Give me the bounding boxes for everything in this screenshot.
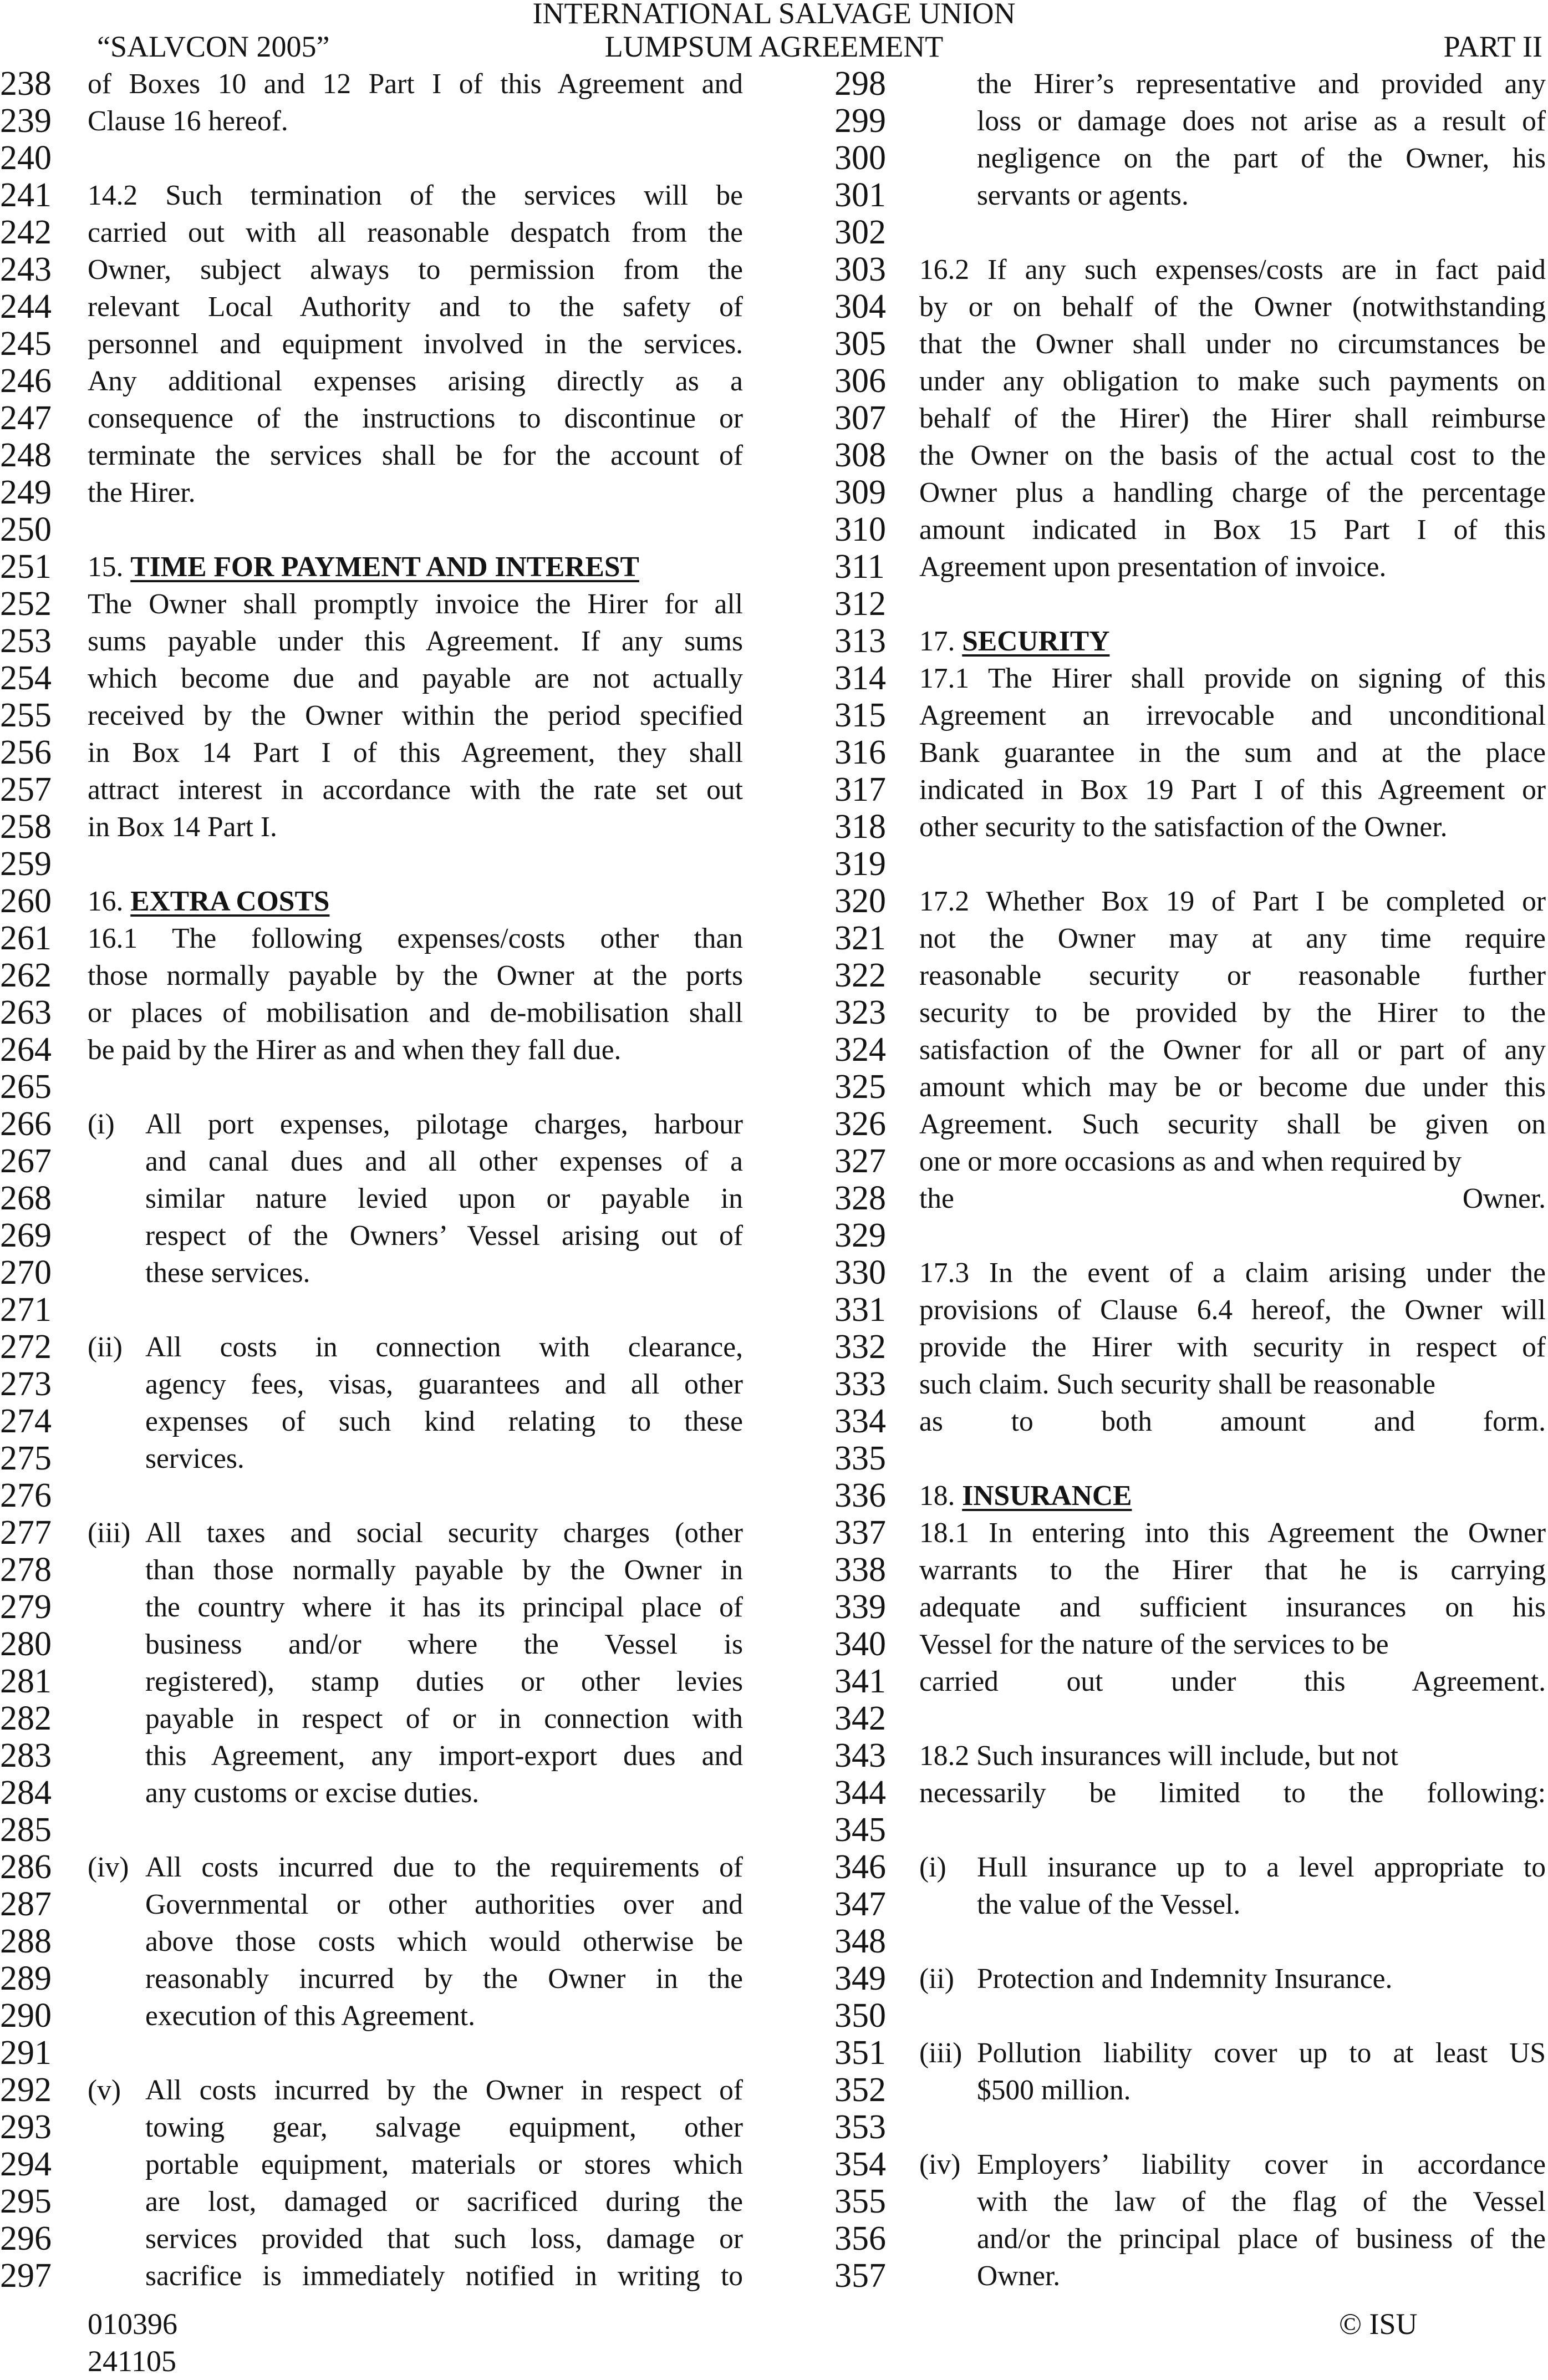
line-number: 349 bbox=[834, 1960, 886, 1997]
line-number: 353 bbox=[834, 2108, 886, 2146]
item-line: All port expenses, pilotage charges, harbour bbox=[145, 1108, 743, 1140]
line-number: 287 bbox=[0, 1885, 52, 1923]
line-number: 255 bbox=[0, 696, 52, 734]
text-line: in Box 14 Part I of this Agreement, they shall bbox=[88, 737, 743, 769]
item-line: All costs incurred by the Owner in respect of bbox=[145, 2074, 743, 2106]
line-number: 308 bbox=[834, 436, 886, 474]
line-number: 280 bbox=[0, 1625, 52, 1663]
line-number: 270 bbox=[0, 1254, 52, 1291]
text-line: Owner, subject always to permission from the bbox=[88, 254, 743, 286]
line-number: 238 bbox=[0, 65, 52, 103]
item-line: than those normally payable by the Owner in bbox=[145, 1554, 743, 1586]
line-number: 335 bbox=[834, 1440, 886, 1477]
item-marker: (iii) bbox=[88, 1517, 131, 1549]
line-number: 329 bbox=[834, 1217, 886, 1254]
line-number: 289 bbox=[0, 1960, 52, 1997]
line-number: 266 bbox=[0, 1105, 52, 1143]
text-line: carried out under this Agreement. bbox=[919, 1666, 1546, 1697]
line-number: 241 bbox=[0, 176, 52, 214]
line-number: 285 bbox=[0, 1811, 52, 1849]
line-number: 298 bbox=[834, 65, 886, 103]
line-number: 272 bbox=[0, 1328, 52, 1366]
text-line: Agreement. Such security shall be given on bbox=[919, 1108, 1546, 1140]
text-line: 14.2 Such termination of the services will be bbox=[88, 180, 743, 211]
line-number: 268 bbox=[0, 1179, 52, 1217]
text-line: in Box 14 Part I. bbox=[88, 811, 277, 843]
text-line: Clause 16 hereof. bbox=[88, 105, 288, 137]
clause-18-heading bbox=[919, 1477, 1132, 1514]
line-number: 278 bbox=[0, 1551, 52, 1589]
item-line: Pollution liability cover up to at least US bbox=[977, 2037, 1546, 2069]
line-number: 319 bbox=[834, 845, 886, 883]
line-number: 352 bbox=[834, 2071, 886, 2109]
line-number: 300 bbox=[834, 139, 886, 177]
line-number: 356 bbox=[834, 2220, 886, 2257]
text-line: such claim. Such security shall be reasonable bbox=[919, 1369, 1435, 1400]
text-line: one or more occasions as and when required by bbox=[919, 1146, 1462, 1177]
item-line: above those costs which would otherwise be bbox=[145, 1926, 743, 1957]
text-line: reasonable security or reasonable further bbox=[919, 960, 1546, 991]
line-number: 327 bbox=[834, 1142, 886, 1180]
clause-number: 18. bbox=[919, 1480, 955, 1512]
text-line: or places of mobilisation and de-mobilisation shall bbox=[88, 997, 743, 1029]
item-marker: (ii) bbox=[919, 1963, 954, 1995]
text-line: carried out with all reasonable despatch from the bbox=[88, 217, 743, 248]
text-line: other security to the satisfaction of the Owner. bbox=[919, 811, 1448, 843]
text-line: those normally payable by the Owner at the ports bbox=[88, 960, 743, 991]
line-number: 256 bbox=[0, 734, 52, 771]
line-number: 279 bbox=[0, 1588, 52, 1626]
line-number: 271 bbox=[0, 1291, 52, 1329]
text-line: 16.2 If any such expenses/costs are in fact paid bbox=[919, 254, 1546, 286]
item-line: and canal dues and all other expenses of a bbox=[145, 1146, 743, 1177]
line-number: 257 bbox=[0, 771, 52, 808]
text-line: attract interest in accordance with the rate set out bbox=[88, 774, 743, 806]
line-number: 254 bbox=[0, 659, 52, 697]
doc-number: 010396 bbox=[88, 2307, 177, 2341]
line-number: 343 bbox=[834, 1737, 886, 1774]
line-number: 302 bbox=[834, 213, 886, 251]
line-number: 243 bbox=[0, 251, 52, 288]
clause-17-heading bbox=[919, 623, 1109, 660]
line-number: 260 bbox=[0, 882, 52, 920]
text-line: of Boxes 10 and 12 Part I of this Agreement and bbox=[88, 68, 743, 100]
line-number: 299 bbox=[834, 102, 886, 140]
item-line: All costs in connection with clearance, bbox=[145, 1331, 743, 1363]
line-number: 348 bbox=[834, 1923, 886, 1960]
line-number: 264 bbox=[0, 1031, 52, 1069]
text-line: the Owner. bbox=[919, 1183, 1546, 1214]
item-line: negligence on the part of the Owner, his bbox=[977, 143, 1546, 174]
line-number: 326 bbox=[834, 1105, 886, 1143]
line-number: 354 bbox=[834, 2145, 886, 2183]
line-number: 312 bbox=[834, 585, 886, 623]
line-number: 283 bbox=[0, 1737, 52, 1774]
text-line: warrants to the Hirer that he is carrying bbox=[919, 1554, 1546, 1586]
line-number: 307 bbox=[834, 399, 886, 437]
line-number: 332 bbox=[834, 1328, 886, 1366]
text-line: Any additional expenses arising directly as a bbox=[88, 365, 743, 397]
text-line: behalf of the Hirer) the Hirer shall reimburse bbox=[919, 403, 1546, 434]
item-line: agency fees, visas, guarantees and all other bbox=[145, 1369, 743, 1400]
copyright: © ISU bbox=[1339, 2307, 1418, 2341]
item-marker: (ii) bbox=[88, 1331, 123, 1363]
text-line: 18.2 Such insurances will include, but not bbox=[919, 1740, 1398, 1772]
line-number: 309 bbox=[834, 474, 886, 511]
line-number: 357 bbox=[834, 2257, 886, 2295]
line-number: 324 bbox=[834, 1031, 886, 1069]
text-line: 17.1 The Hirer shall provide on signing of this bbox=[919, 663, 1546, 694]
text-line: adequate and sufficient insurances on his bbox=[919, 1591, 1546, 1623]
item-line: All taxes and social security charges (other bbox=[145, 1517, 743, 1549]
line-number: 273 bbox=[0, 1365, 52, 1403]
line-number: 261 bbox=[0, 919, 52, 957]
item-line: these services. bbox=[145, 1257, 310, 1289]
line-number: 294 bbox=[0, 2145, 52, 2183]
line-number: 303 bbox=[834, 251, 886, 288]
clause-15-heading bbox=[88, 548, 639, 586]
line-number: 258 bbox=[0, 808, 52, 846]
text-line: relevant Local Authority and to the safety of bbox=[88, 291, 743, 323]
line-number: 315 bbox=[834, 696, 886, 734]
text-line: Owner plus a handling charge of the percentage bbox=[919, 477, 1546, 508]
line-number: 345 bbox=[834, 1811, 886, 1849]
line-number: 304 bbox=[834, 288, 886, 326]
line-number: 355 bbox=[834, 2183, 886, 2220]
item-line: with the law of the flag of the Vessel bbox=[977, 2186, 1546, 2218]
line-number: 333 bbox=[834, 1365, 886, 1403]
line-number: 310 bbox=[834, 511, 886, 548]
item-line: business and/or where the Vessel is bbox=[145, 1629, 743, 1660]
clause-title: EXTRA COSTS bbox=[130, 886, 330, 917]
line-number: 244 bbox=[0, 288, 52, 326]
text-line: indicated in Box 19 Part I of this Agreement or bbox=[919, 774, 1546, 806]
line-number: 253 bbox=[0, 622, 52, 660]
item-line: the value of the Vessel. bbox=[977, 1889, 1241, 1920]
line-number: 250 bbox=[0, 511, 52, 548]
item-line: reasonably incurred by the Owner in the bbox=[145, 1963, 743, 1995]
line-number: 274 bbox=[0, 1402, 52, 1440]
line-number: 337 bbox=[834, 1514, 886, 1552]
line-number: 288 bbox=[0, 1923, 52, 1960]
item-line: execution of this Agreement. bbox=[145, 2000, 475, 2032]
item-line: are lost, damaged or sacrificed during the bbox=[145, 2186, 743, 2218]
text-line: amount which may be or become due under this bbox=[919, 1071, 1546, 1103]
line-number: 344 bbox=[834, 1774, 886, 1812]
line-number: 263 bbox=[0, 994, 52, 1031]
item-line: any customs or excise duties. bbox=[145, 1777, 480, 1809]
line-number: 240 bbox=[0, 139, 52, 177]
text-line: by or on behalf of the Owner (notwithstanding bbox=[919, 291, 1546, 323]
organization-title: INTERNATIONAL SALVAGE UNION bbox=[532, 0, 1016, 30]
line-number: 275 bbox=[0, 1440, 52, 1477]
text-line: 17.3 In the event of a claim arising under the bbox=[919, 1257, 1546, 1289]
line-number: 259 bbox=[0, 845, 52, 883]
item-marker: (iv) bbox=[88, 1852, 129, 1883]
line-number: 262 bbox=[0, 957, 52, 994]
line-number: 316 bbox=[834, 734, 886, 771]
text-line: Bank guarantee in the sum and at the place bbox=[919, 737, 1546, 769]
item-line: Governmental or other authorities over and bbox=[145, 1889, 743, 1920]
item-line: loss or damage does not arise as a result of bbox=[977, 105, 1546, 137]
line-number: 305 bbox=[834, 325, 886, 363]
line-number: 269 bbox=[0, 1217, 52, 1254]
line-number: 317 bbox=[834, 771, 886, 808]
clause-number: 15. bbox=[88, 551, 124, 583]
line-number: 267 bbox=[0, 1142, 52, 1180]
line-number: 297 bbox=[0, 2257, 52, 2295]
line-number: 320 bbox=[834, 882, 886, 920]
item-line: towing gear, salvage equipment, other bbox=[145, 2112, 743, 2143]
text-line: amount indicated in Box 15 Part I of this bbox=[919, 514, 1546, 546]
item-line: the Hirer’s representative and provided any bbox=[977, 68, 1546, 100]
item-marker: (iv) bbox=[919, 2149, 961, 2180]
text-line: provide the Hirer with security in respect of bbox=[919, 1331, 1546, 1363]
line-number: 290 bbox=[0, 1997, 52, 2035]
line-number: 245 bbox=[0, 325, 52, 363]
line-number: 248 bbox=[0, 436, 52, 474]
text-line: satisfaction of the Owner for all or part of any bbox=[919, 1034, 1546, 1066]
line-number: 246 bbox=[0, 362, 52, 400]
text-line: be paid by the Hirer as and when they fall due. bbox=[88, 1034, 622, 1066]
line-number: 325 bbox=[834, 1068, 886, 1106]
line-number: 252 bbox=[0, 585, 52, 623]
line-number: 323 bbox=[834, 994, 886, 1031]
text-line: not the Owner may at any time require bbox=[919, 923, 1546, 954]
text-line: the Hirer. bbox=[88, 477, 196, 508]
item-line: All costs incurred due to the requirements of bbox=[145, 1852, 743, 1883]
text-line: 17.2 Whether Box 19 of Part I be completed or bbox=[919, 886, 1546, 917]
text-line: provisions of Clause 6.4 hereof, the Owner will bbox=[919, 1294, 1546, 1326]
item-line: registered), stamp duties or other levies bbox=[145, 1666, 743, 1697]
item-marker: (i) bbox=[88, 1108, 115, 1140]
line-number: 350 bbox=[834, 1997, 886, 2035]
item-marker: (v) bbox=[88, 2074, 121, 2106]
text-line: as to both amount and form. bbox=[919, 1406, 1546, 1437]
line-number: 331 bbox=[834, 1291, 886, 1329]
line-number: 340 bbox=[834, 1625, 886, 1663]
item-line: services. bbox=[145, 1443, 245, 1474]
line-number: 292 bbox=[0, 2071, 52, 2109]
line-number: 281 bbox=[0, 1662, 52, 1700]
item-line: Owner. bbox=[977, 2260, 1061, 2292]
item-line: similar nature levied upon or payable in bbox=[145, 1183, 743, 1214]
line-number: 306 bbox=[834, 362, 886, 400]
line-number: 265 bbox=[0, 1068, 52, 1106]
item-marker: (iii) bbox=[919, 2037, 963, 2069]
agreement-title: LUMPSUM AGREEMENT bbox=[604, 30, 944, 63]
line-number: 284 bbox=[0, 1774, 52, 1812]
line-number: 239 bbox=[0, 102, 52, 140]
line-number: 328 bbox=[834, 1179, 886, 1217]
line-number: 321 bbox=[834, 919, 886, 957]
text-line: that the Owner shall under no circumstances be bbox=[919, 328, 1546, 360]
clause-title: SECURITY bbox=[962, 625, 1110, 657]
line-number: 247 bbox=[0, 399, 52, 437]
item-line: Protection and Indemnity Insurance. bbox=[977, 1963, 1393, 1995]
line-number: 242 bbox=[0, 213, 52, 251]
item-marker: (i) bbox=[919, 1852, 946, 1883]
line-number: 286 bbox=[0, 1848, 52, 1886]
item-line: Hull insurance up to a level appropriate to bbox=[977, 1852, 1546, 1883]
line-number: 295 bbox=[0, 2183, 52, 2220]
line-number: 351 bbox=[834, 2034, 886, 2072]
clause-title: INSURANCE bbox=[962, 1480, 1132, 1512]
line-number: 313 bbox=[834, 622, 886, 660]
text-line: Vessel for the nature of the services to be bbox=[919, 1629, 1389, 1660]
line-number: 347 bbox=[834, 1885, 886, 1923]
text-line: which become due and payable are not actually bbox=[88, 663, 743, 694]
item-line: services provided that such loss, damage or bbox=[145, 2223, 743, 2255]
item-line: this Agreement, any import-export dues and bbox=[145, 1740, 743, 1772]
line-number: 293 bbox=[0, 2108, 52, 2146]
text-line: 16.1 The following expenses/costs other than bbox=[88, 923, 743, 954]
line-number: 318 bbox=[834, 808, 886, 846]
line-number: 282 bbox=[0, 1700, 52, 1737]
line-number: 314 bbox=[834, 659, 886, 697]
item-line: the country where it has its principal place of bbox=[145, 1591, 743, 1623]
item-line: portable equipment, materials or stores which bbox=[145, 2149, 743, 2180]
text-line: 18.1 In entering into this Agreement the Owner bbox=[919, 1517, 1546, 1549]
clause-title: TIME FOR PAYMENT AND INTEREST bbox=[130, 551, 639, 583]
clause-16-heading bbox=[88, 883, 329, 920]
text-line: necessarily be limited to the following: bbox=[919, 1777, 1546, 1809]
line-number: 251 bbox=[0, 548, 52, 586]
line-number: 276 bbox=[0, 1477, 52, 1514]
text-line: the Owner on the basis of the actual cost to the bbox=[919, 440, 1546, 471]
item-line: expenses of such kind relating to these bbox=[145, 1406, 743, 1437]
item-line: $500 million. bbox=[977, 2074, 1131, 2106]
date-code: 241105 bbox=[88, 2345, 176, 2378]
line-number: 249 bbox=[0, 474, 52, 511]
line-number: 311 bbox=[834, 548, 885, 586]
text-line: under any obligation to make such payments on bbox=[919, 365, 1546, 397]
line-number: 336 bbox=[834, 1477, 886, 1514]
text-line: security to be provided by the Hirer to the bbox=[919, 997, 1546, 1029]
part-label: PART II bbox=[1443, 30, 1542, 63]
line-number: 330 bbox=[834, 1254, 886, 1291]
item-line: sacrifice is immediately notified in writing to bbox=[145, 2260, 743, 2292]
line-number: 301 bbox=[834, 176, 886, 214]
item-line: servants or agents. bbox=[977, 180, 1189, 211]
line-number: 346 bbox=[834, 1848, 886, 1886]
item-line: respect of the Owners’ Vessel arising out of bbox=[145, 1220, 743, 1252]
text-line: Agreement upon presentation of invoice. bbox=[919, 551, 1387, 583]
text-line: received by the Owner within the period specified bbox=[88, 700, 743, 731]
text-line: Agreement an irrevocable and unconditional bbox=[919, 700, 1546, 731]
line-number: 339 bbox=[834, 1588, 886, 1626]
line-number: 291 bbox=[0, 2034, 52, 2072]
line-number: 342 bbox=[834, 1700, 886, 1737]
clause-number: 16. bbox=[88, 886, 124, 917]
item-line: and/or the principal place of business of the bbox=[977, 2223, 1546, 2255]
clause-number: 17. bbox=[919, 625, 955, 657]
line-number: 338 bbox=[834, 1551, 886, 1589]
line-number: 277 bbox=[0, 1514, 52, 1552]
item-line: Employers’ liability cover in accordance bbox=[977, 2149, 1546, 2180]
line-number: 341 bbox=[834, 1662, 886, 1700]
line-number: 334 bbox=[834, 1402, 886, 1440]
form-code: “SALVCON 2005” bbox=[97, 30, 330, 63]
text-line: terminate the services shall be for the account of bbox=[88, 440, 743, 471]
text-line: consequence of the instructions to discontinue or bbox=[88, 403, 743, 434]
line-number: 322 bbox=[834, 957, 886, 994]
text-line: personnel and equipment involved in the services. bbox=[88, 328, 743, 360]
item-line: payable in respect of or in connection with bbox=[145, 1703, 743, 1735]
text-line: sums payable under this Agreement. If any sums bbox=[88, 625, 743, 657]
line-number: 296 bbox=[0, 2220, 52, 2257]
text-line: The Owner shall promptly invoice the Hirer for all bbox=[88, 588, 743, 620]
